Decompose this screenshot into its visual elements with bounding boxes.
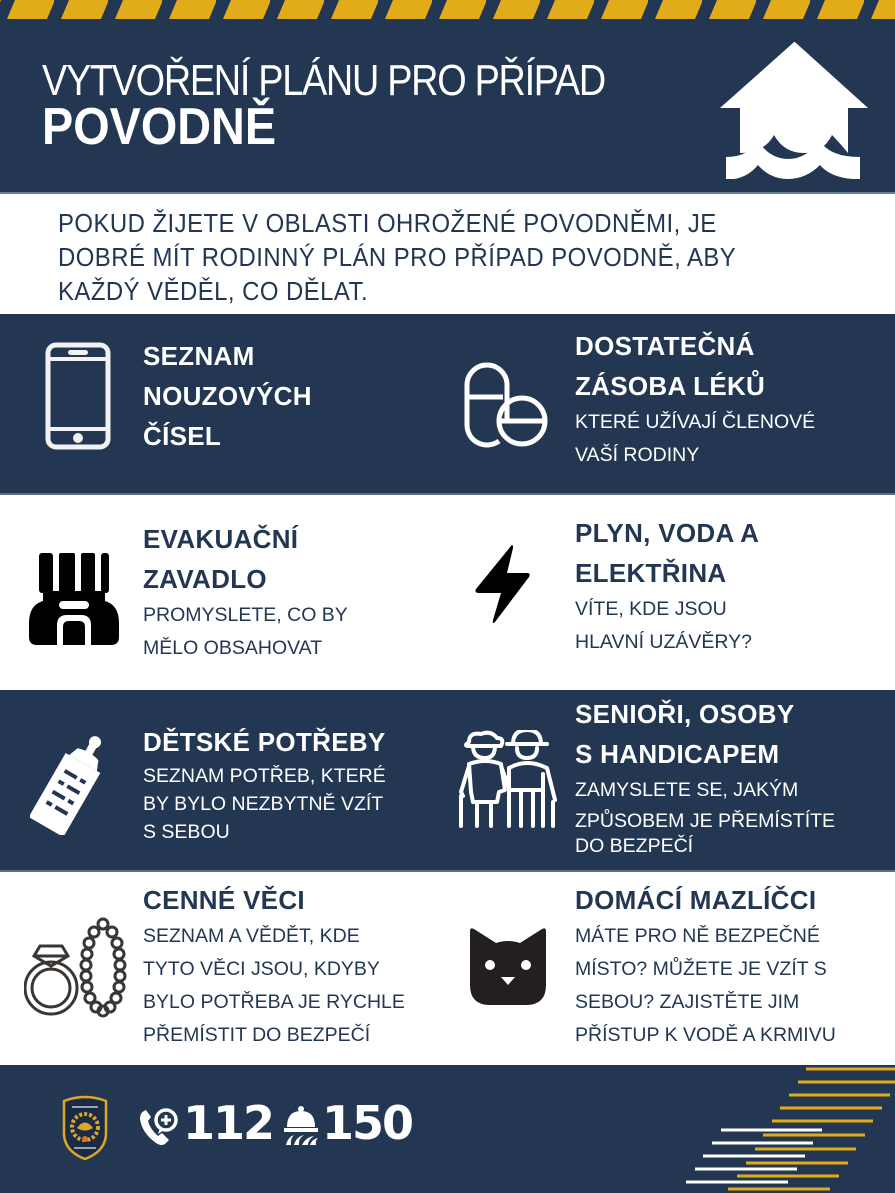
hazard-stripe-pattern (0, 0, 895, 21)
item-heading: ZÁSOBA LÉKŮ (575, 371, 766, 401)
pills-icon (463, 359, 549, 449)
item-description: TYTO VĚCI JSOU, KDYBY (143, 958, 380, 980)
fire-rescue-badge-icon (60, 1095, 110, 1160)
item-text (143, 336, 312, 456)
jewelry-icon (24, 916, 128, 1018)
item-heading: PLYN, VODA A (575, 518, 760, 548)
item-description: PŘEMÍSTIT DO BEZPEČÍ (143, 1024, 371, 1046)
baby-bottle-icon (30, 730, 115, 835)
item-description: VAŠÍ RODINY (575, 444, 700, 466)
item-description: KTERÉ UŽÍVAJÍ ČLENOVÉ (575, 411, 816, 433)
lightning-icon (473, 543, 533, 625)
item-description: SEBOU? ZAJISTĚTE JIM (575, 991, 800, 1013)
item-description: VÍTE, KDE JSOU (575, 598, 727, 620)
item-description: SEZNAM A VĚDĚT, KDE (143, 925, 360, 947)
item-seniors-disabled (447, 690, 894, 870)
row-3 (0, 690, 895, 872)
item-evacuation-bag (0, 495, 447, 690)
emergency-number-150[interactable]: 150 (322, 1096, 413, 1150)
page-title-line-1: VYTVOŘENÍ PLÁNU PRO PŘÍPAD (42, 56, 605, 105)
item-description: SEZNAM POTŘEB, KTERÉ (143, 765, 386, 787)
item-emergency-numbers (0, 314, 447, 493)
item-medication-supply (447, 314, 894, 493)
emergency-number-112[interactable]: 112 (183, 1096, 274, 1150)
item-description: DO BEZPEČÍ (575, 835, 694, 857)
item-valuables (0, 872, 447, 1065)
intro-text: POKUD ŽIJETE V OBLASTI OHROŽENÉ POVODNĚMI, JE DOBRÉ MÍT RODINNÝ PLÁN PRO PŘÍPAD POVODNĚ, ABY KAŽDÝ VĚDĚL, CO DĚLAT. (58, 208, 736, 306)
flooded-house-icon (718, 41, 870, 181)
hazard-stripe (0, 0, 895, 21)
item-heading: ZAVADLO (143, 564, 267, 594)
item-heading: DOSTATEČNÁ (575, 331, 755, 361)
row-1 (0, 314, 895, 495)
item-description: MÍSTO? MŮŽETE JE VZÍT S (575, 958, 827, 980)
item-heading: DOMÁCÍ MAZLÍČCI (575, 885, 817, 915)
item-text (575, 880, 836, 1052)
item-description: S SEBOU (143, 821, 230, 843)
item-heading: SEZNAM (143, 341, 255, 371)
backpack-icon (29, 553, 119, 645)
item-text (143, 722, 386, 846)
item-description: ZAMYSLETE SE, JAKÝM (575, 779, 799, 801)
item-heading: EVAKUAČNÍ (143, 524, 299, 554)
row-2 (0, 495, 895, 690)
item-text (143, 519, 348, 665)
item-heading: ČÍSEL (143, 421, 222, 451)
item-text (575, 326, 815, 472)
item-heading: S HANDICAPEM (575, 739, 780, 769)
fire-alarm-bell-icon (282, 1105, 320, 1147)
page-title-line-2: POVODNĚ (42, 98, 277, 156)
item-description: BYLO POTŘEBA JE RYCHLE (143, 991, 405, 1013)
item-pets (447, 872, 894, 1065)
emergency-phone-icon (138, 1107, 180, 1147)
item-text (575, 694, 835, 857)
item-utilities (447, 495, 894, 690)
footer (0, 1065, 895, 1193)
decorative-speed-lines (660, 1065, 895, 1193)
smartphone-icon (45, 342, 111, 450)
elderly-couple-icon (455, 730, 560, 830)
item-description: MĚLO OBSAHOVAT (143, 637, 323, 659)
item-heading: DĚTSKÉ POTŘEBY (143, 727, 386, 757)
intro-section (0, 194, 895, 314)
item-text (143, 880, 405, 1052)
item-heading: SENIOŘI, OSOBY (575, 699, 795, 729)
item-description: ZPŮSOBEM JE PŘEMÍSTÍTE (575, 810, 836, 832)
item-description: MÁTE PRO NĚ BEZPEČNÉ (575, 925, 820, 947)
item-text (575, 513, 759, 659)
item-description: PROMYSLETE, CO BY (143, 604, 348, 626)
item-heading: CENNÉ VĚCI (143, 885, 305, 915)
item-heading: NOUZOVÝCH (143, 381, 312, 411)
item-description: PŘÍSTUP K VODĚ A KRMIVU (575, 1024, 836, 1046)
item-child-needs (0, 690, 447, 870)
header-banner (0, 21, 895, 194)
item-heading: ELEKTŘINA (575, 558, 727, 588)
cat-icon (468, 927, 548, 1007)
item-description: BY BYLO NEZBYTNĚ VZÍT (143, 793, 384, 815)
row-4 (0, 872, 895, 1065)
item-description: HLAVNÍ UZÁVĚRY? (575, 631, 753, 653)
